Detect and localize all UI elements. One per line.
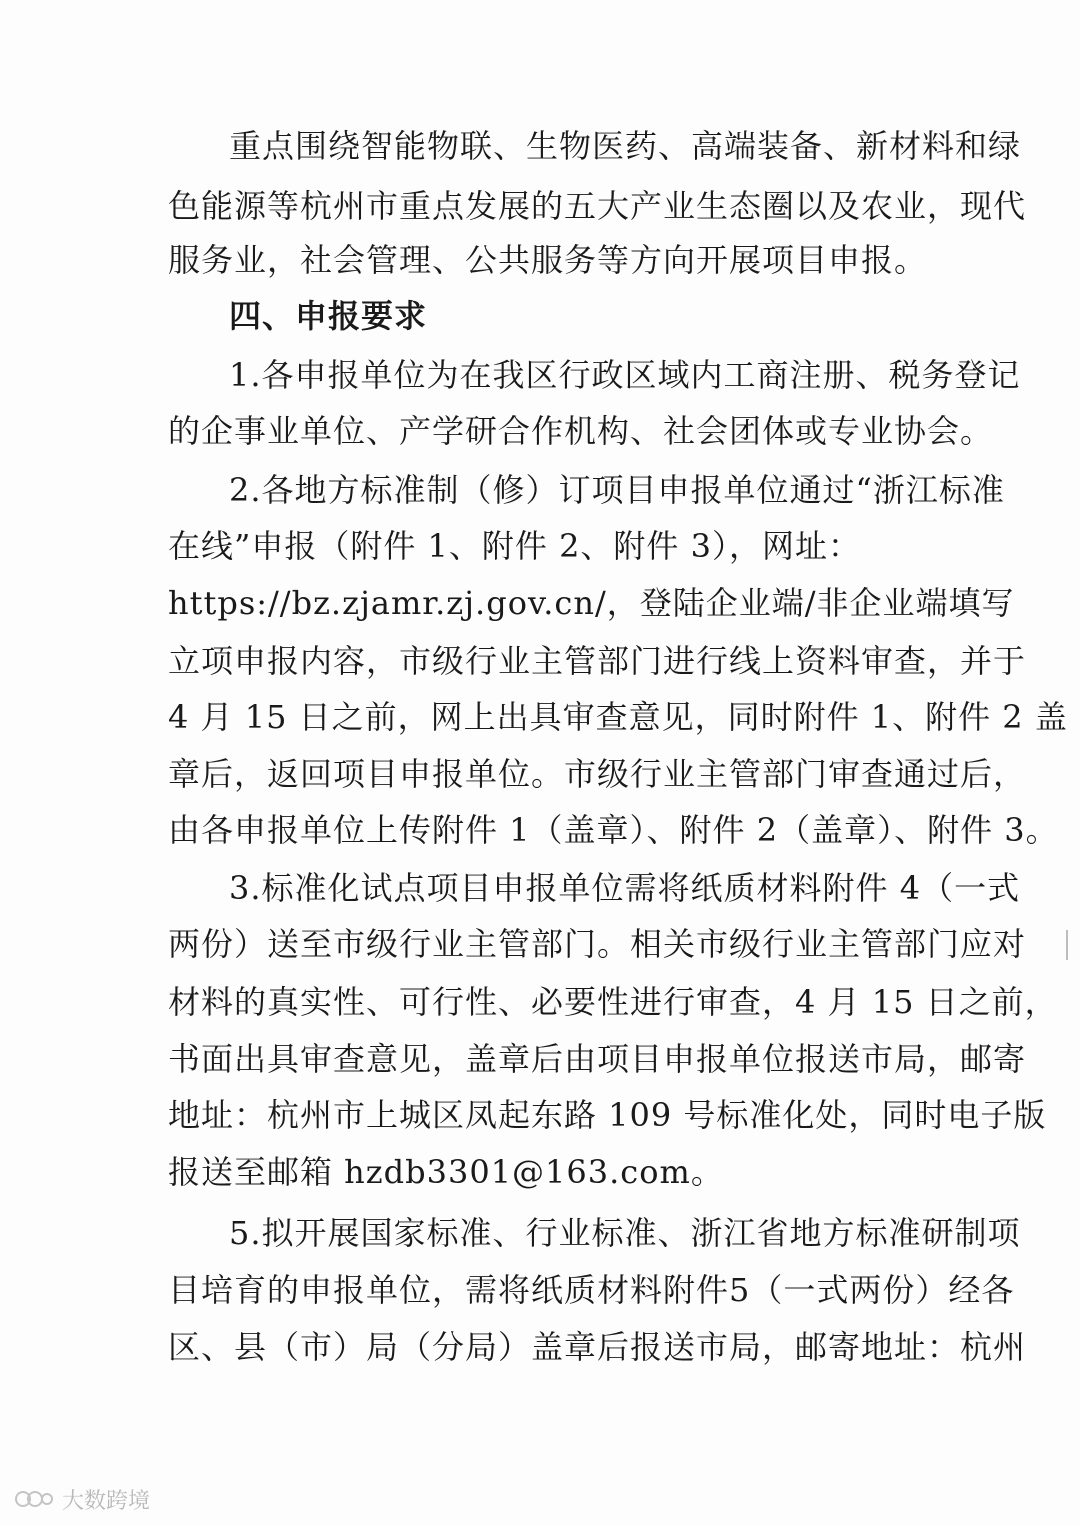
paragraph-line: 章后，返回项目申报单位。市级行业主管部门审查通过后， (168, 755, 1027, 793)
paragraph-line: 两份）送至市级行业主管部门。相关市级行业主管部门应对 (168, 925, 1027, 963)
watermark (14, 1484, 150, 1514)
paragraph-line: 5.拟开展国家标准、行业标准、浙江省地方标准研制项 (229, 1214, 1021, 1252)
paragraph-line: 立项申报内容，市级行业主管部门进行线上资料审查，并于 (168, 642, 1027, 680)
paragraph-line: 区、县（市）局（分局）盖章后报送市局，邮寄地址：杭州 (168, 1328, 1027, 1366)
paragraph-line: 2.各地方标准制（修）订项目申报单位通过“浙江标准 (229, 471, 1005, 509)
watermark-logo-icon (14, 1488, 54, 1510)
paragraph-line: 1.各申报单位为在我区行政区域内工商注册、税务登记 (229, 356, 1021, 394)
paragraph-line: 书面出具审查意见，盖章后由项目申报单位报送市局，邮寄 (168, 1040, 1027, 1078)
paragraph-line: 目培育的申报单位，需将纸质材料附件5（一式两份）经各 (168, 1271, 1015, 1309)
paragraph-line: 重点围绕智能物联、生物医药、高端装备、新材料和绿 (229, 127, 1022, 165)
paragraph-line: 地址：杭州市上城区凤起东路 109 号标准化处，同时电子版 (168, 1096, 1047, 1134)
watermark-text: 大数跨境 (62, 1488, 151, 1514)
email-line: 报送至邮箱 hzdb3301@163.com。 (168, 1153, 724, 1191)
paragraph-line: 由各申报单位上传附件 1（盖章）、附件 2（盖章）、附件 3。 (168, 811, 1059, 849)
paragraph-line: 在线”申报（附件 1、附件 2、附件 3），网址： (168, 527, 861, 565)
paragraph-line: 的企事业单位、产学研合作机构、社会团体或专业协会。 (168, 412, 994, 450)
scan-edge-mark (1066, 930, 1068, 960)
paragraph-line: 4 月 15 日之前，网上出具审查意见，同时附件 1、附件 2 盖 (168, 698, 1068, 736)
paragraph-line: 材料的真实性、可行性、必要性进行审查，4 月 15 日之前， (168, 983, 1058, 1021)
paragraph-line: 色能源等杭州市重点发展的五大产业生态圈以及农业，现代 (168, 187, 1027, 225)
paragraph-line: 3.标准化试点项目申报单位需将纸质材料附件 4（一式 (229, 869, 1021, 907)
url-line: https://bz.zjamr.zj.gov.cn/，登陆企业端/非企业端填写 (168, 584, 1015, 622)
section-heading: 四、申报要求 (229, 297, 428, 335)
paragraph-line: 服务业，社会管理、公共服务等方向开展项目申报。 (168, 241, 928, 279)
